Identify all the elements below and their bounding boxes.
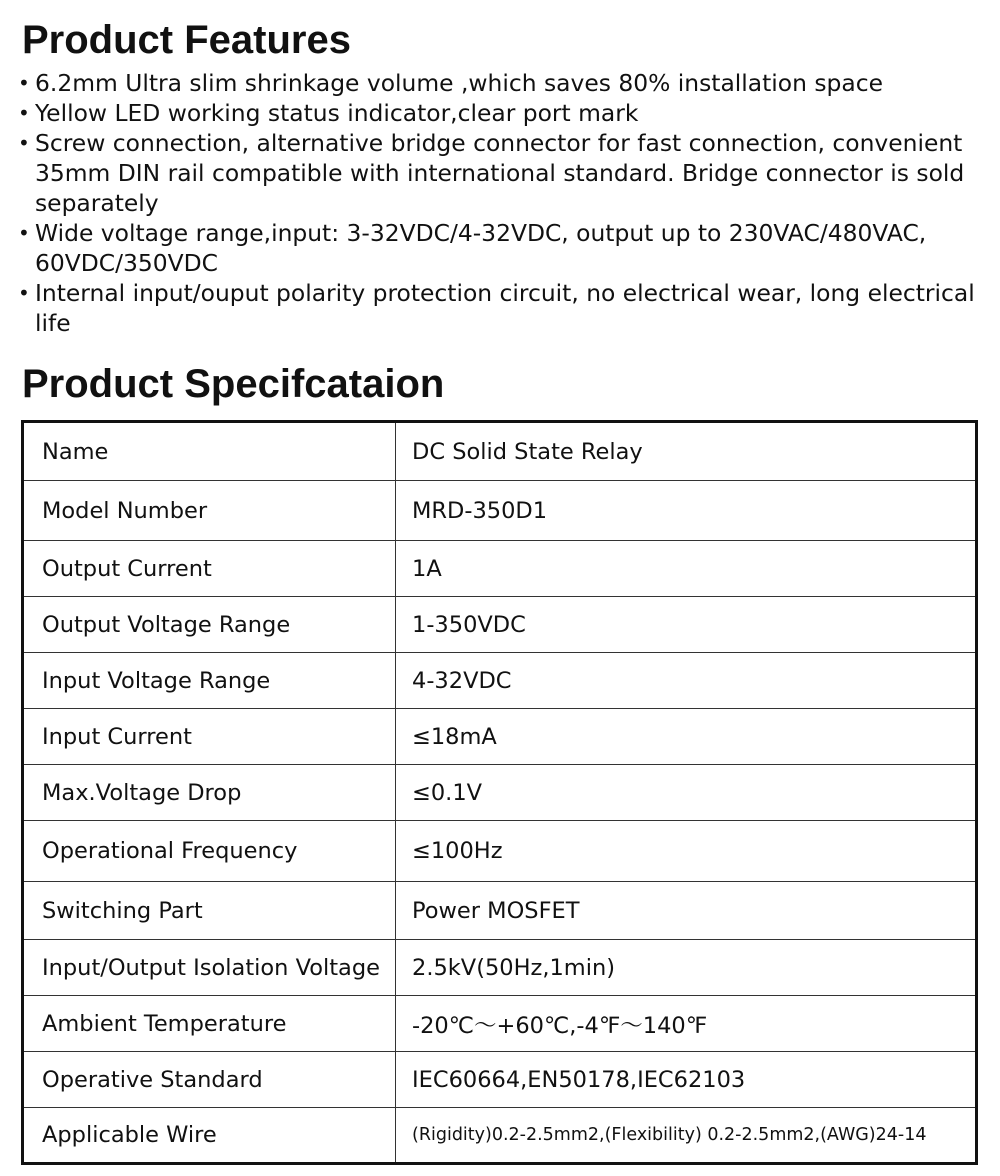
spec-value: ≤18mA (396, 709, 977, 765)
table-row (23, 940, 977, 996)
table-row (23, 765, 977, 821)
feature-item: • 6.2mm Ultra slim shrinkage volume ,which saves 80% installation space (18, 68, 983, 98)
feature-item: • Screw connection, alternative bridge connector for fast connection, convenient 35mm DIN rail compatible with international standard. Bridge connector is sold separately (18, 128, 983, 218)
spec-label: Ambient Temperature (23, 996, 396, 1052)
spec-value: 1-350VDC (396, 597, 977, 653)
table-row (23, 1108, 977, 1164)
specification-heading: Product Specifcataion (22, 362, 445, 406)
spec-value: ≤100Hz (396, 821, 977, 882)
features-heading: Product Features (22, 18, 351, 62)
features-list (18, 68, 983, 338)
specification-table (21, 420, 978, 1165)
table-row (23, 481, 977, 541)
table-row (23, 597, 977, 653)
feature-item: • Internal input/ouput polarity protection circuit, no electrical wear, long electrical life (18, 278, 983, 338)
spec-label: Applicable Wire (23, 1108, 396, 1164)
spec-label: Input Current (23, 709, 396, 765)
spec-label: Output Current (23, 541, 396, 597)
table-row (23, 541, 977, 597)
spec-value: 2.5kV(50Hz,1min) (396, 940, 977, 996)
spec-label: Name (23, 422, 396, 481)
spec-value: -20℃～+60℃,-4℉～140℉ (396, 996, 977, 1052)
spec-label: Operative Standard (23, 1052, 396, 1108)
spec-value: DC Solid State Relay (396, 422, 977, 481)
spec-value: 4-32VDC (396, 653, 977, 709)
table-row (23, 882, 977, 940)
spec-value: Power MOSFET (396, 882, 977, 940)
spec-label: Switching Part (23, 882, 396, 940)
spec-value: (Rigidity)0.2-2.5mm2,(Flexibility) 0.2-2.5mm2,(AWG)24-14 (396, 1108, 977, 1164)
spec-label: Model Number (23, 481, 396, 541)
spec-label: Output Voltage Range (23, 597, 396, 653)
spec-value: MRD-350D1 (396, 481, 977, 541)
spec-label: Max.Voltage Drop (23, 765, 396, 821)
spec-value: 1A (396, 541, 977, 597)
table-row (23, 821, 977, 882)
spec-value: IEC60664,EN50178,IEC62103 (396, 1052, 977, 1108)
table-row (23, 653, 977, 709)
feature-item: • Wide voltage range,input: 3-32VDC/4-32VDC, output up to 230VAC/480VAC, 60VDC/350VDC (18, 218, 983, 278)
table-row (23, 996, 977, 1052)
table-row (23, 709, 977, 765)
spec-label: Input Voltage Range (23, 653, 396, 709)
feature-item: • Yellow LED working status indicator,clear port mark (18, 98, 983, 128)
spec-label: Operational Frequency (23, 821, 396, 882)
spec-label: Input/Output Isolation Voltage (23, 940, 396, 996)
table-row (23, 1052, 977, 1108)
spec-value: ≤0.1V (396, 765, 977, 821)
table-row (23, 422, 977, 481)
